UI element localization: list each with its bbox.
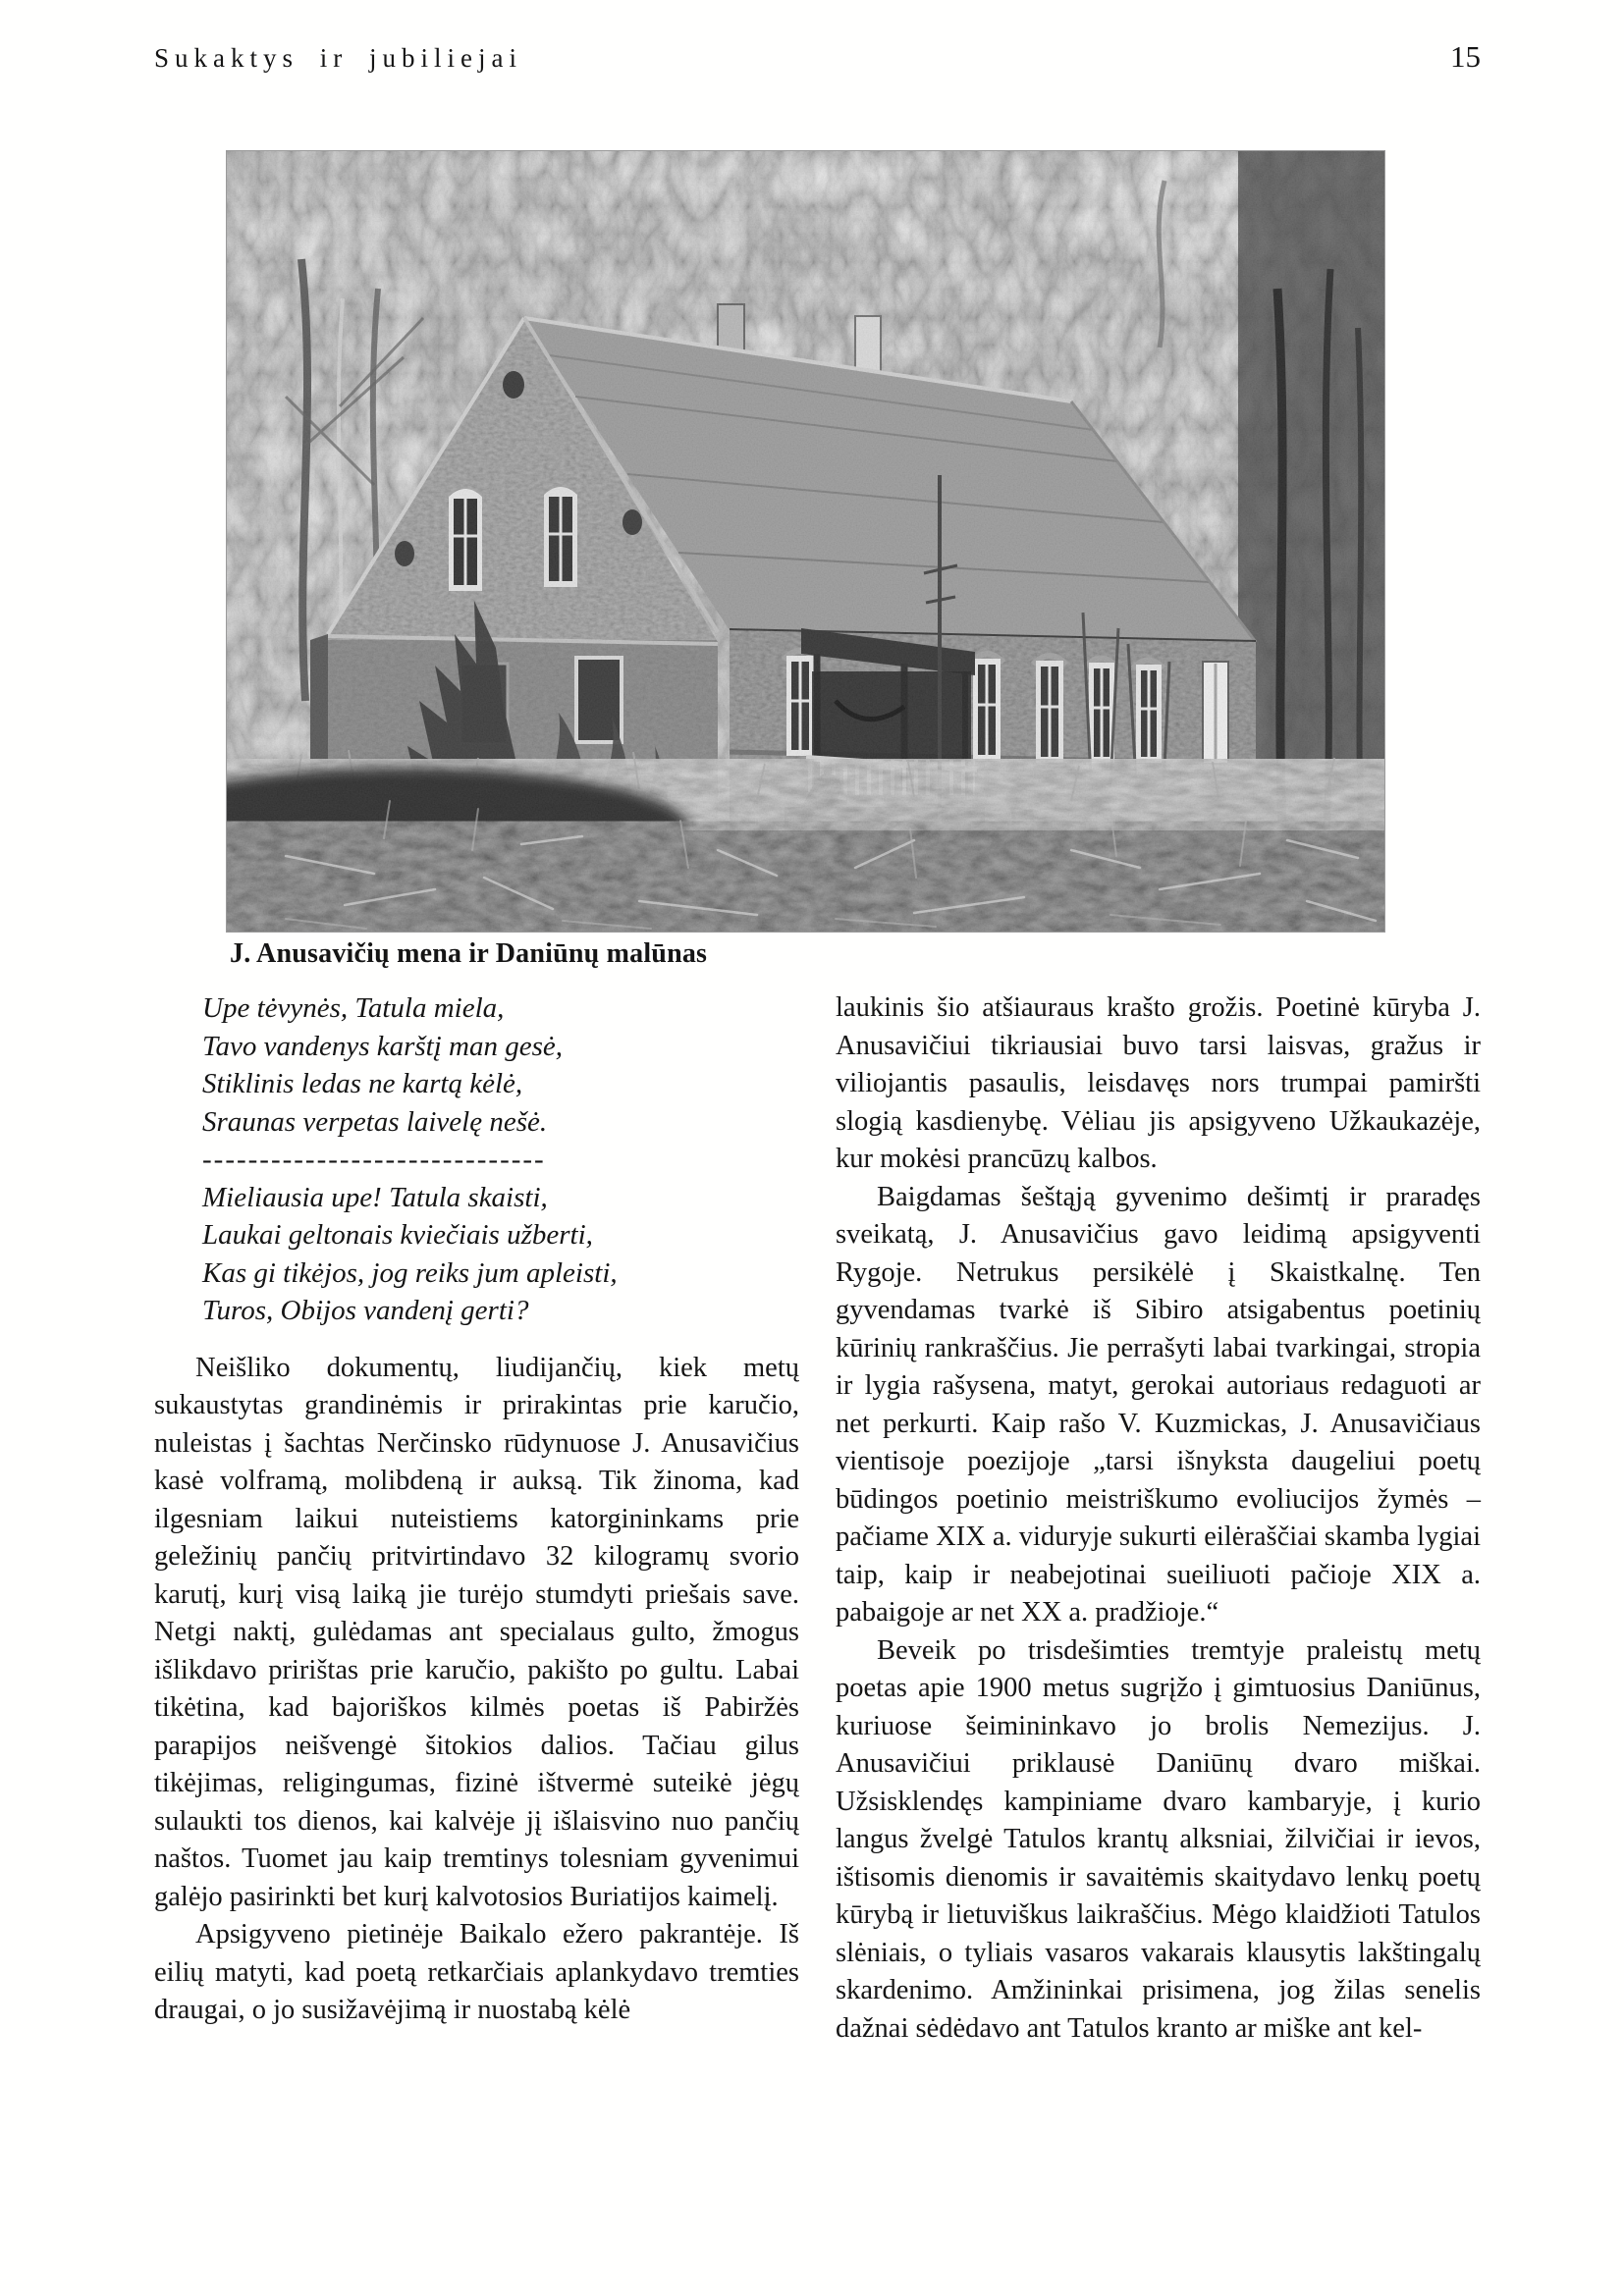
paragraph: Neišliko dokumentų, liudijančių, kiek metų sukaustytas grandinėmis ir prirakintas prie karučio, nuleistas į šachtas Nerčinsko rūdynuose J. Anusavičius kasė volframą, molibdeną ir auksą. Tik žinoma, kad ilgesniam laikui nuteistiems katorgininkams prie geležinių pančių pritvirtindavo 32 kilogramų svorio karutį, kurį visą laiką jie turėjo stumdyti priešais save. Netgi naktį, gulėdamas ant specialaus gulto, žmogus išlikdavo pririštas prie karučio, pakišto po gultu. Labai tikėtina, kad bajoriškos kilmės poetas iš Pabiržės parapijos neišvengė šitokios dalios. Tačiau gilus tikėjimas, religingumas, fizinė ištvermė suteikė jėgų sulaukti tos dienos, kai kalvėje jį išlaisvino nuo pančių naštos. Tuomet jau kaip tremtinys tolesniam gyvenimui galėjo pasirinkti bet kurį kalvotosios Buriatijos kaimelį.	[154, 1352, 799, 1912]
poem-line: Tavo vandenys karštį man gesė,	[202, 1030, 564, 1062]
poem-line: Mieliausia upe! Tatula skaisti,	[202, 1181, 548, 1213]
poem-line: Laukai geltonais kviečiais užberti,	[202, 1219, 593, 1251]
article-body	[154, 989, 1481, 2048]
section-title: Sukaktys ir jubiliejai	[154, 43, 522, 73]
poem-line: Turos, Obijos vandenį gerti?	[202, 1295, 529, 1326]
poem-line: Sraunas verpetas laivelę nešė.	[202, 1105, 548, 1138]
photo-caption: J. Anusavičių mena ir Daniūnų malūnas	[230, 938, 708, 969]
right-column	[836, 989, 1481, 2048]
mill-photo	[227, 151, 1384, 932]
poem-block	[202, 989, 799, 1330]
poem-line: Upe tėvynės, Tatula miela,	[202, 992, 505, 1024]
poem-line: Stiklinis ledas ne kartą kėlė,	[202, 1068, 523, 1099]
left-column	[154, 989, 799, 2048]
page-number: 15	[1450, 39, 1481, 74]
poem-divider: ------------------------------	[202, 1144, 546, 1175]
paragraph: laukinis šio atšiauraus krašto grožis. Poetinė kūryba J. Anusavičiui tikriausiai buvo tarsi laisvas, gražus ir viliojantis pasaulis, leisdavęs nors trumpai pamiršti slogią kasdienybę. Vėliau jis apsigyveno Užkaukazėje, kur mokėsi prancūzų kalbos.	[836, 992, 1481, 1174]
page-header	[154, 39, 1481, 75]
paragraph: Beveik po trisdešimties tremtyje praleistų metų poetas apie 1900 metus sugrįžo į gimtuosius Daniūnus, kuriuose šeimininkavo jo brolis Nemezijus. J. Anusavičiui priklausė Daniūnų dvaro miškai. Užsisklendęs kampiniame dvaro kambaryje, į kurio langus žvelgė Tatulos krantų alksniai, žilvičiai ir ievos, ištisomis dienomis ir savaitėmis skaitydavo lenkų poetų kūrybą ir lietuviškus laikraščius. Mėgo klaidžioti Tatulos slėniais, o tyliais vasaros vakarais klausytis lakštingalų skardenimo. Amžininkai prisimena, jog žilas senelis dažnai sėdėdavo ant Tatulos kranto ar miške ant kel-	[836, 1634, 1481, 2044]
paragraph: Apsigyveno pietinėje Baikalo ežero pakrantėje. Iš eilių matyti, kad poetą retkarčiais aplankydavo tremties draugai, o jo susižavėjimą ir nuostabą kėlė	[154, 1919, 799, 2025]
mill-photo-illustration	[227, 151, 1384, 932]
poem-line: Kas gi tikėjos, jog reiks jum apleisti,	[202, 1256, 618, 1289]
paragraph: Baigdamas šeštąją gyvenimo dešimtį ir praradęs sveikatą, J. Anusavičius gavo leidimą apsigyventi Rygoje. Netrukus persikėlė į Skaistkalnę. Ten gyvendamas tvarkė iš Sibiro atsigabentus poetinių kūrinių rankraščius. Jie perrašyti labai tvarkingai, stropia ir lygia rašysena, matyt, gerokai autoriaus redaguoti ar net perkurti. Kaip rašo V. Kuzmickas, J. Anusavičiaus vientisoje poezijoje „tarsi išnyksta daugeliui poetų būdingos poetinio meistriškumo evoliucijos žymės – pačiame XIX a. viduryje sukurti eilėraščiai skamba lygiai taip, kaip ir neabejotinai sueiliuoti pačioje XIX a. pabaigoje ar net XX a. pradžioje.“	[836, 1181, 1481, 1628]
